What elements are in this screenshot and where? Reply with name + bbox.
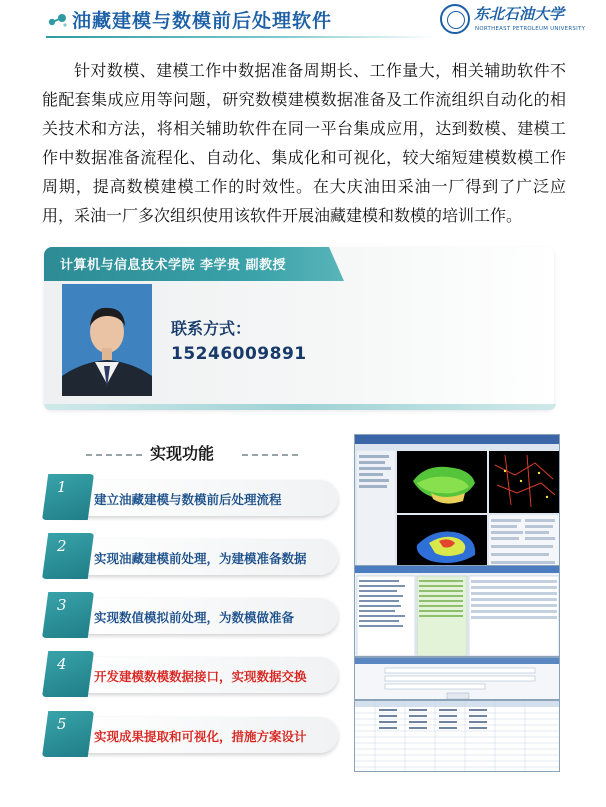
feature-item xyxy=(42,651,338,697)
author-affiliation: 计算机与信息技术学院 李学贵 副教授 xyxy=(60,258,287,273)
contact-label: 联系方式： xyxy=(171,319,252,338)
screenshot-results-table-image xyxy=(355,701,560,772)
features-heading: 实现功能 xyxy=(150,444,215,463)
feature-text: 建立油藏建模与数模前后处理流程 xyxy=(94,492,282,507)
screenshot-file-dialog-image xyxy=(355,658,560,700)
university-seal-icon xyxy=(440,4,470,34)
university-name-en: NORTHEAST PETROLEUM UNIVERSITY xyxy=(475,26,586,32)
feature-text: 实现成果提取和可视化，措施方案设计 xyxy=(94,729,307,744)
software-screenshot-results-table xyxy=(354,700,560,772)
molecule-icon xyxy=(48,12,68,28)
feature-badge xyxy=(42,651,94,697)
portrait-illustration xyxy=(62,284,152,396)
feature-badge xyxy=(42,533,94,579)
feature-number: 5 xyxy=(57,715,67,733)
software-screenshot-3d-model xyxy=(354,434,560,576)
feature-number: 4 xyxy=(57,655,67,673)
title-underline xyxy=(46,36,436,38)
feature-text: 实现油藏建模前处理，为建模准备数据 xyxy=(94,551,307,566)
software-screenshot-data-tables xyxy=(354,565,560,657)
intro-paragraph: 针对数模、建模工作中数据准备周期长、工作量大，相关辅助软件不能配套集成应用等问题，研究数模建模数据准备及工作流组织自动化的相关技术和方法，将相关辅助软件在同一平台集成应用，达到数模、建模工作中数据准备流程化、自动化、集成化和可视化，较大缩短建模数模工作周期，提高数模建模工作的时效性。在大庆油田采油一厂得到了广泛应用，采油一厂多次组织使用该软件开展油藏建模和数模的培训工作。 xyxy=(42,61,566,225)
feature-item xyxy=(42,474,338,520)
feature-badge xyxy=(42,592,94,638)
university-name-cn: 东北石油大学 xyxy=(474,5,565,23)
heading-divider-right xyxy=(242,454,300,456)
heading-divider-left xyxy=(86,454,144,456)
screenshot-3d-model-image xyxy=(355,435,560,576)
contact-phone: 15246009891 xyxy=(171,344,307,364)
feature-badge xyxy=(42,711,94,757)
page-title: 油藏建模与数模前后处理软件 xyxy=(72,10,333,32)
feature-item xyxy=(42,533,338,579)
screenshot-data-tables-image xyxy=(355,566,560,657)
page-header xyxy=(0,0,606,40)
feature-number: 2 xyxy=(57,537,67,555)
feature-item xyxy=(42,711,338,757)
feature-number: 3 xyxy=(57,596,67,614)
feature-badge xyxy=(42,474,94,520)
feature-text: 开发建模数模数据接口，实现数据交换 xyxy=(94,669,307,684)
feature-text: 实现数值模拟前处理，为数模做准备 xyxy=(94,610,295,625)
software-screenshot-file-dialog xyxy=(354,657,560,700)
contact-card-accent xyxy=(44,404,556,410)
feature-number: 1 xyxy=(57,478,67,496)
feature-item xyxy=(42,592,338,638)
university-logo xyxy=(440,4,600,38)
author-photo xyxy=(62,284,152,396)
